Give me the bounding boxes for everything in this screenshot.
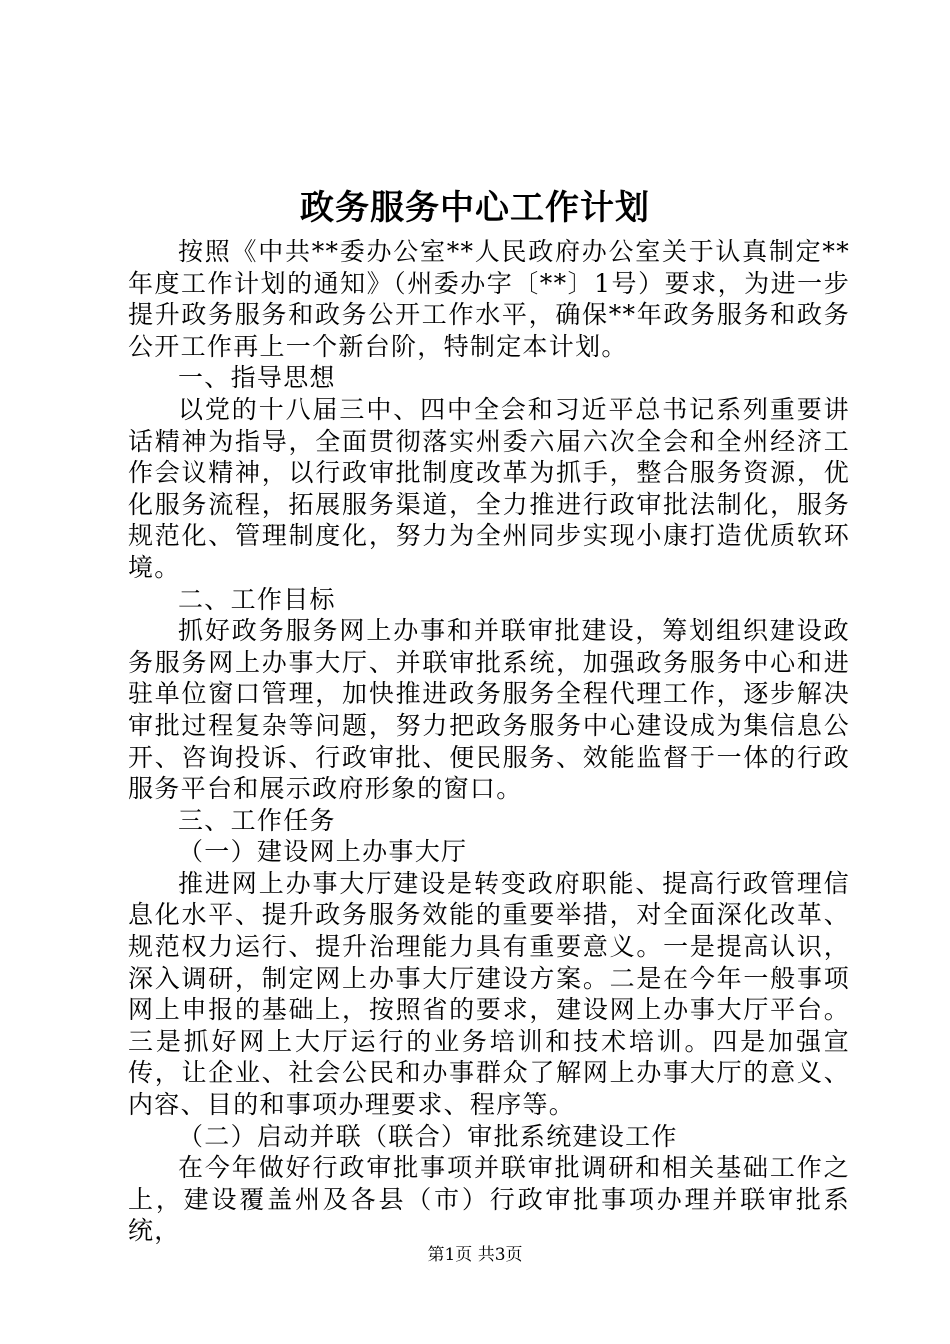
work-goals-paragraph: 抓好政务服务网上办事和并联审批建设，筹划组织建设政务服务网上办事大厅、并联审批系统，加强政务服务中心和进驻单位窗口管理，加快推进政务服务全程代理工作，逐步解决审批过程复杂等问题，努力把政务服务中心建设成为集信息公开、咨询投诉、行政审批、便民服务、效能监督于一体的行政服务平台和展示政府形象的窗口。 bbox=[128, 616, 850, 804]
online-hall-paragraph: 推进网上办事大厅建设是转变政府职能、提高行政管理信息化水平、提升政务服务效能的重要举措，对全面深化改革、规范权力运行、提升治理能力具有重要意义。一是提高认识，深入调研，制定网上办事大厅建设方案。二是在今年一般事项网上申报的基础上，按照省的要求，建设网上办事大厅平台。三是抓好网上大厅运行的业务培训和技术培训。四是加强宣传，让企业、社会公民和办事群众了解网上办事大厅的意义、内容、目的和事项办理要求、程序等。 bbox=[128, 868, 850, 1120]
intro-paragraph: 按照《中共**委办公室**人民政府办公室关于认真制定**年度工作计划的通知》（州委办字〔**〕1号）要求，为进一步提升政务服务和政务公开工作水平，确保**年政务服务和政务公开工作再上一个新台阶，特制定本计划。 bbox=[128, 237, 850, 361]
subsection-heading-online-hall: （一）建设网上办事大厅 bbox=[178, 837, 468, 867]
subsection-heading-parallel-approval: （二）启动并联（联合）审批系统建设工作 bbox=[178, 1121, 678, 1151]
section-heading-work-tasks: 三、工作任务 bbox=[178, 805, 336, 835]
document-title: 政务服务中心工作计划 bbox=[300, 188, 650, 228]
guiding-ideology-paragraph: 以党的十八届三中、四中全会和习近平总书记系列重要讲话精神为指导，全面贯彻落实州委六届六次全会和全州经济工作会议精神，以行政审批制度改革为抓手，整合服务资源，优化服务流程，拓展服务渠道，全力推进行政审批法制化，服务规范化、管理制度化，努力为全州同步实现小康打造优质软环境。 bbox=[128, 394, 850, 582]
section-heading-guiding-ideology: 一、指导思想 bbox=[178, 363, 336, 393]
section-heading-work-goals: 二、工作目标 bbox=[178, 584, 336, 614]
document-body bbox=[128, 236, 850, 1247]
page-footer: 第1页 共3页 bbox=[427, 1245, 523, 1265]
parallel-approval-paragraph: 在今年做好行政审批事项并联审批调研和相关基础工作之上，建设覆盖州及各县（市）行政审批事项办理并联审批系统， bbox=[128, 1153, 850, 1246]
